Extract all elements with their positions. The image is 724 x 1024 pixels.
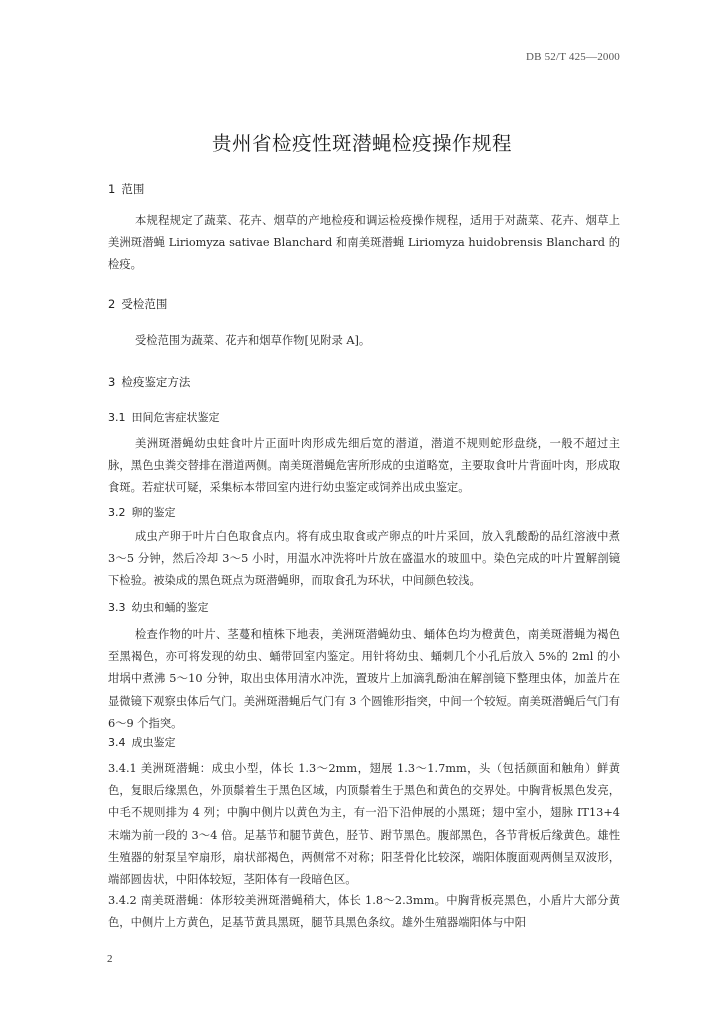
section-number: 3.4 (108, 736, 126, 749)
section-2-text: 受检范围为蔬菜、花卉和烟草作物[见附录 A]。 (135, 334, 371, 347)
section-3-2-heading (108, 504, 176, 520)
section-3-1-text: 美洲斑潜蝇幼虫蛀食叶片正面叶肉形成先细后宽的潜道，潜道不规则蛇形盘绕，一般不超过主脉，黑色虫粪交替排在潜道两侧。南美斑潜蝇危害所形成的虫道略宽，主要取食叶片背面叶肉，形成取食斑。若症状可疑，采集标本带回室内进行幼虫鉴定或饲养出成虫鉴定。 (108, 437, 620, 495)
section-number: 1 (108, 182, 116, 196)
section-3-1-heading (108, 409, 220, 425)
section-3-4-2-text: 3.4.2 南美斑潜蝇：体形较美洲斑潜蝇稍大，体长 1.8～2.3mm。中胸背板亮黑色，小盾片大部分黄色，中侧片上方黄色，足基节黄具黑斑，腿节具黑色条纹。雄外生殖器端阳体与中阳 (108, 894, 620, 930)
section-1-heading (108, 181, 144, 197)
section-title: 受检范围 (121, 297, 168, 311)
page-number: 2 (107, 953, 113, 965)
section-3-3-text: 检查作物的叶片、茎蔓和植株下地表，美洲斑潜蝇幼虫、蛹体色均为橙黄色，南美斑潜蝇为褐色至黑褐色，亦可将发现的幼虫、蛹带回室内鉴定。用针将幼虫、蛹刺几个小孔后放入 5%的 2ml 的小坩埚中煮沸 5～10 分钟，取出虫体用清水冲洗，置玻片上加滴乳酚油在解剖镜下整理虫体，加盖片在显微镜下观察虫体后气门。美洲斑潜蝇后气门有 3 个圆锥形指突，中间一个较短。南美斑潜蝇后气门有 6～9 个指突。 (108, 628, 620, 730)
section-number: 3.1 (108, 411, 126, 424)
document-code: DB 52/T 425—2000 (525, 51, 620, 63)
section-3-2-text: 成虫产卵于叶片白色取食点内。将有成虫取食或产卵点的叶片采回，放入乳酸酚的品红溶液中煮 3～5 分钟，然后冷却 3～5 小时，用温水冲洗将叶片放在盛温水的玻皿中。染色完成的叶片置解剖镜下检验。被染成的黑色斑点为斑潜蝇卵，而取食孔为环状，中间颜色较浅。 (108, 530, 620, 588)
section-title: 田间危害症状鉴定 (131, 411, 220, 424)
section-number: 2 (108, 297, 116, 311)
section-3-4-heading (108, 734, 176, 750)
section-title: 范围 (121, 182, 145, 196)
section-number: 3.3 (108, 601, 126, 614)
section-1-text: 本规程规定了蔬菜、花卉、烟草的产地检疫和调运检疫操作规程，适用于对蔬菜、花卉、烟草上美洲斑潜蝇 Liriomyza sativae Blanchard 和南美斑潜蝇 Liriomyza huidobrensis Blanchard 的检疫。 (108, 214, 620, 272)
section-number: 3 (108, 375, 116, 389)
section-2-heading (108, 296, 167, 312)
section-title: 卵的鉴定 (131, 506, 176, 519)
section-title: 检疫鉴定方法 (121, 375, 191, 389)
section-3-4-1-text: 3.4.1 美洲斑潜蝇：成虫小型，体长 1.3～2mm，翅展 1.3～1.7mm，头（包括颜面和触角）鲜黄色，复眼后缘黑色，外顶鬃着生于黑色区域，内顶鬃着生于黑色和黄色的交界处。中胸背板黑色发亮，中毛不规则排为 4 列；中胸中侧片以黄色为主，有一沿下沿伸展的小黑斑；翅中室小，翅脉 IT13+4 末端为前一段的 3～4 倍。足基节和腿节黄色，胫节、跗节黑色。腹部黑色，各节背板后缘黄色。雄性生殖器的射泵呈窄扇形，扇状部褐色，两侧常不对称；阳茎骨化比较深，端阳体腹面观两侧呈双波形，端部圆齿状，中阳体较短，茎阳体有一段暗色区。 (108, 762, 620, 887)
page-title: 贵州省检疫性斑潜蝇检疫操作规程 (211, 132, 512, 155)
section-number: 3.2 (108, 506, 126, 519)
section-title: 幼虫和蛹的鉴定 (131, 601, 209, 614)
section-title: 成虫鉴定 (131, 736, 176, 749)
section-3-3-heading (108, 599, 209, 615)
section-3-heading (108, 374, 190, 390)
